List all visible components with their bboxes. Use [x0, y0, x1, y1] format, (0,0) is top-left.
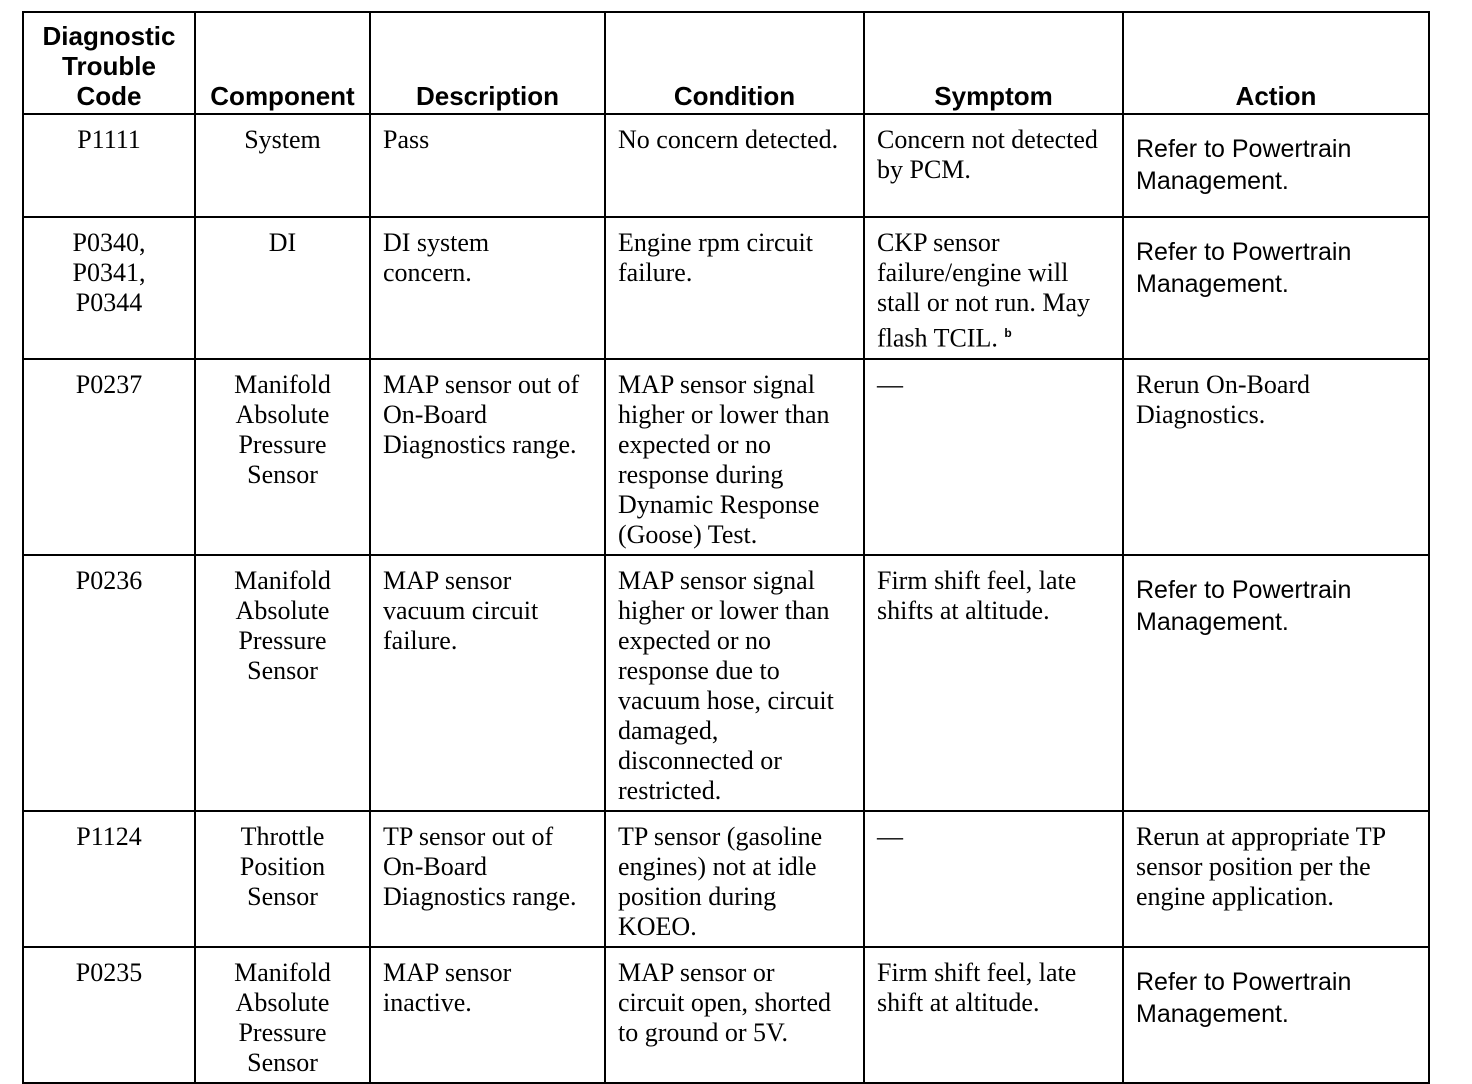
cell-condition-line: position during — [618, 881, 777, 911]
cell-code-line: P0341, — [72, 258, 146, 287]
cell-code-line: P0340, — [72, 228, 146, 257]
cell-condition-line: to ground or 5V. — [618, 1017, 788, 1047]
dtc-table — [22, 11, 1430, 1084]
cell-condition-line: MAP sensor signal — [618, 369, 815, 399]
cell-component-line: Manifold — [234, 565, 331, 595]
cell-code — [23, 811, 195, 947]
cell-component — [195, 555, 370, 811]
cell-symptom-line: — — [877, 369, 903, 399]
cell-component-line: Absolute — [235, 399, 330, 429]
header-symptom: Symptom — [864, 12, 1123, 114]
cell-symptom-line: stall or not run. May — [877, 288, 1091, 317]
cell-code-line: P1111 — [77, 125, 141, 154]
table-row — [23, 359, 1429, 555]
cell-action-line: Management. — [1136, 607, 1289, 636]
header-action: Action — [1123, 12, 1429, 114]
cell-code-line: P0237 — [75, 369, 143, 399]
cell-action-line: Management. — [1136, 270, 1289, 298]
table-row — [23, 114, 1429, 217]
cell-description-line: inactive. — [383, 987, 472, 1017]
cell-description-line: concern. — [383, 258, 472, 287]
header-code — [23, 12, 195, 114]
cell-action-line: Rerun On-Board — [1136, 369, 1311, 399]
table-body — [23, 114, 1429, 1083]
cell-condition-line: damaged, — [618, 715, 719, 745]
header-component: Component — [195, 12, 370, 114]
cell-condition-line: (Goose) Test. — [618, 519, 758, 549]
cell-description-line: MAP sensor — [383, 565, 512, 595]
cell-condition-line: Engine rpm circuit — [618, 228, 813, 257]
cell-component-line: Sensor — [247, 655, 318, 685]
cell-condition-line: response due to — [618, 655, 780, 685]
cell-condition-line: circuit open, shorted — [618, 987, 831, 1017]
header-code-line: Trouble — [62, 51, 156, 81]
cell-component-line: Pressure — [238, 625, 327, 655]
cell-symptom — [864, 359, 1123, 555]
cell-description-line: Diagnostics range. — [383, 429, 577, 459]
cell-component-line: Sensor — [247, 459, 318, 489]
header-condition: Condition — [605, 12, 864, 114]
cell-component — [195, 947, 370, 1083]
cell-action-line: Refer to Powertrain — [1136, 575, 1352, 604]
cell-component-line: Manifold — [234, 369, 331, 399]
cell-code — [23, 947, 195, 1083]
cell-component-line: Position — [239, 851, 326, 881]
cell-symptom-line: Firm shift feel, late — [877, 565, 1077, 595]
table-row — [23, 947, 1429, 1083]
cell-description-line: On-Board — [383, 851, 487, 881]
cell-symptom — [864, 217, 1123, 359]
table-row — [23, 555, 1429, 811]
cell-description-line: Pass — [383, 125, 430, 154]
cell-component-line: Absolute — [235, 595, 330, 625]
cell-code — [23, 359, 195, 555]
cell-description — [370, 947, 605, 1083]
cell-description — [370, 217, 605, 359]
header-description: Description — [370, 12, 605, 114]
cell-symptom — [864, 555, 1123, 811]
cell-action — [1123, 811, 1429, 947]
cell-action-line: Management. — [1136, 999, 1289, 1028]
cell-component — [195, 217, 370, 359]
cell-action-line: Management. — [1136, 167, 1289, 195]
cell-symptom-line: by PCM. — [877, 155, 971, 184]
cell-condition-line: failure. — [618, 258, 693, 287]
cell-symptom-line: shifts at altitude. — [877, 595, 1050, 625]
cell-component-line: Sensor — [247, 1047, 318, 1077]
cell-action-line: Refer to Powertrain — [1136, 238, 1352, 266]
cell-condition-line: KOEO. — [618, 911, 697, 941]
cell-symptom-line: Concern not detected — [877, 125, 1098, 154]
cell-description-line: On-Board — [383, 399, 487, 429]
cell-description-line: Diagnostics range. — [383, 881, 577, 911]
cell-condition-line: No concern detected. — [618, 125, 839, 154]
cell-condition-line: disconnected or — [618, 745, 782, 775]
cell-condition-line: TP sensor (gasoline — [618, 821, 823, 851]
cell-action-line: Rerun at appropriate TP — [1136, 821, 1387, 851]
cell-condition — [605, 217, 864, 359]
cell-symptom-line: CKP sensor — [877, 228, 1000, 257]
cell-code — [23, 555, 195, 811]
cell-action-line: Refer to Powertrain — [1136, 135, 1352, 163]
cell-symptom-line: — — [877, 821, 903, 851]
cell-code — [23, 217, 195, 359]
cell-action-line: sensor position per the — [1136, 851, 1371, 881]
cell-description-line: vacuum circuit — [383, 595, 539, 625]
cell-condition — [605, 947, 864, 1083]
cell-condition-line: restricted. — [618, 775, 722, 805]
cell-description — [370, 114, 605, 217]
cell-code — [23, 114, 195, 217]
cell-action-line: Diagnostics. — [1136, 399, 1266, 429]
cell-component-line: Throttle — [240, 821, 325, 851]
cell-action — [1123, 555, 1429, 811]
cell-code-line: P0235 — [75, 957, 143, 987]
cell-component-line: Manifold — [234, 957, 331, 987]
cell-description — [370, 555, 605, 811]
cell-description — [370, 359, 605, 555]
cell-condition-line: Dynamic Response — [618, 489, 820, 519]
cell-symptom-line: flash TCIL. $^b$ — [877, 323, 1012, 353]
cell-action — [1123, 114, 1429, 217]
cell-code-line: P1124 — [76, 821, 142, 851]
cell-component-line: Sensor — [247, 881, 318, 911]
cell-condition-line: MAP sensor or — [618, 957, 775, 987]
cell-description-line: failure. — [383, 625, 458, 655]
header-row — [23, 12, 1429, 114]
cell-condition-line: expected or no — [618, 429, 772, 459]
cell-description-line: TP sensor out of — [383, 821, 554, 851]
cell-condition — [605, 114, 864, 217]
cell-code-line: P0236 — [75, 565, 143, 595]
cell-symptom-line: failure/engine will — [877, 258, 1069, 287]
cell-symptom — [864, 947, 1123, 1083]
cell-description-line: MAP sensor — [383, 957, 512, 987]
cell-symptom-line: shift at altitude. — [877, 987, 1040, 1017]
cell-condition-line: engines) not at idle — [618, 851, 817, 881]
cell-component — [195, 359, 370, 555]
cell-action — [1123, 947, 1429, 1083]
cell-code-line: P0344 — [75, 288, 143, 317]
cell-symptom — [864, 114, 1123, 217]
cell-condition-line: higher or lower than — [618, 595, 830, 625]
cell-component-line: Pressure — [238, 1017, 327, 1047]
cell-action — [1123, 217, 1429, 359]
cell-component — [195, 811, 370, 947]
cell-condition-line: vacuum hose, circuit — [618, 685, 834, 715]
table-row — [23, 217, 1429, 359]
cell-description-line: DI system — [383, 228, 490, 257]
cell-condition — [605, 555, 864, 811]
header-code-line: Code — [76, 81, 142, 111]
header-code-line: Diagnostic — [42, 21, 176, 51]
cell-component — [195, 114, 370, 217]
cell-action-line: Refer to Powertrain — [1136, 967, 1352, 996]
footnote-marker: b — [1004, 326, 1012, 340]
cell-condition-line: response during — [618, 459, 784, 489]
cell-condition-line: MAP sensor signal — [618, 565, 815, 595]
cell-condition — [605, 359, 864, 555]
table-row — [23, 811, 1429, 947]
cell-description-line: MAP sensor out of — [383, 369, 580, 399]
cell-action-line: engine application. — [1136, 881, 1334, 911]
cell-condition — [605, 811, 864, 947]
cell-condition-line: expected or no — [618, 625, 772, 655]
cell-description — [370, 811, 605, 947]
cell-action — [1123, 359, 1429, 555]
cell-condition-line: higher or lower than — [618, 399, 830, 429]
cell-symptom-line: Firm shift feel, late — [877, 957, 1077, 987]
cell-component-line: DI — [268, 228, 297, 257]
cell-symptom — [864, 811, 1123, 947]
cell-component-line: System — [244, 125, 321, 154]
cell-component-line: Pressure — [238, 429, 327, 459]
cell-component-line: Absolute — [235, 987, 330, 1017]
